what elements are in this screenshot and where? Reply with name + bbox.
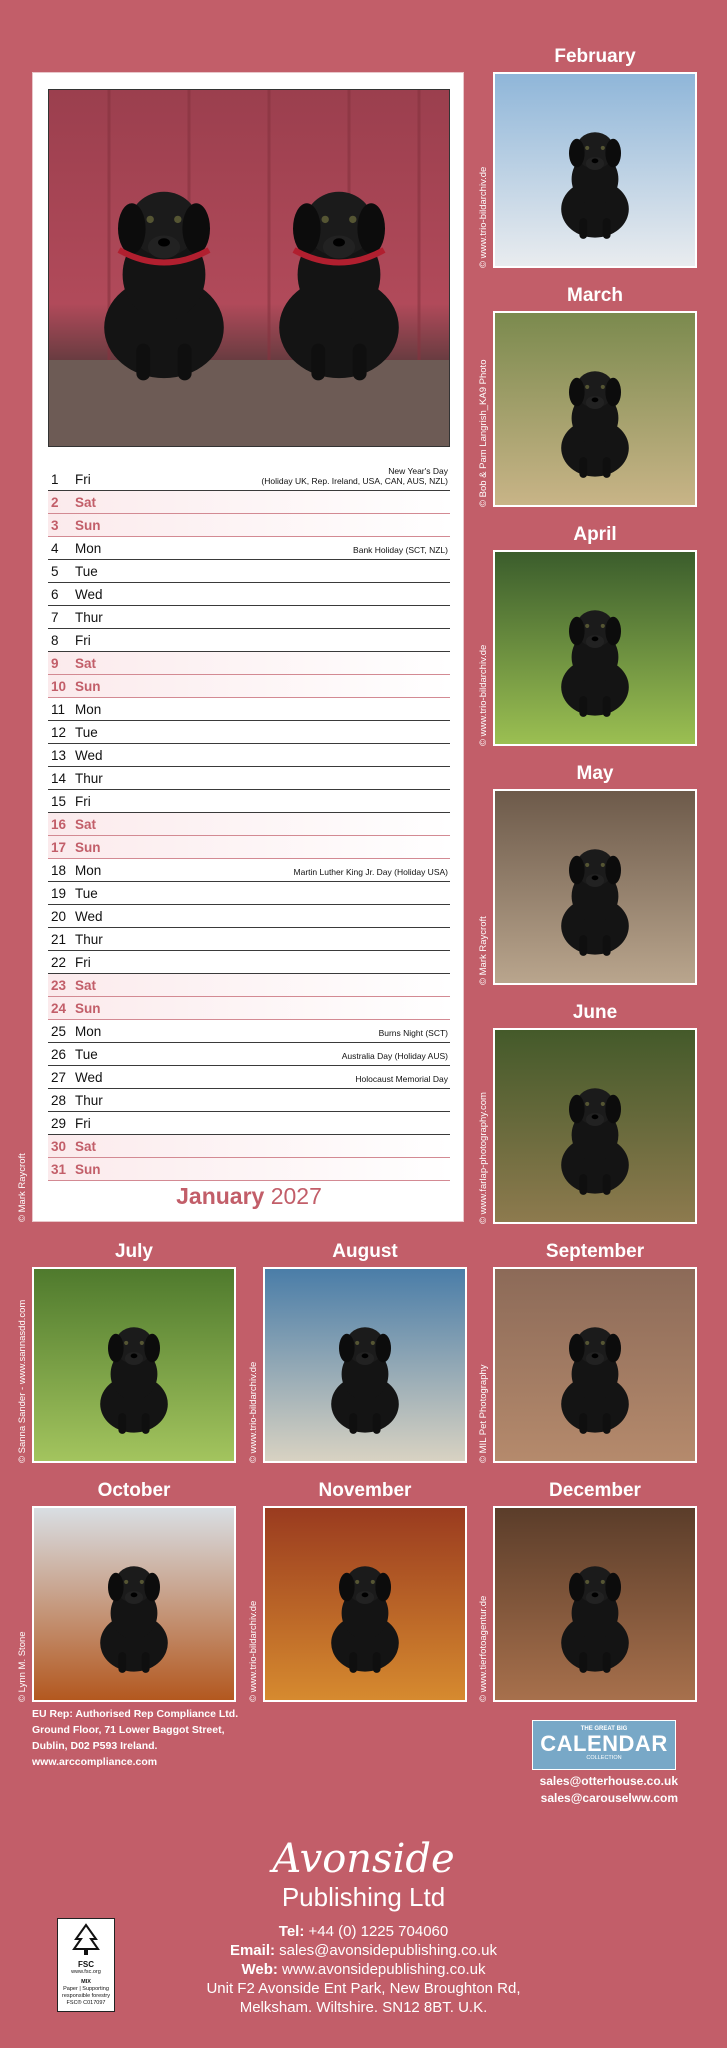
dog-image <box>495 552 695 744</box>
publisher-subname: Publishing Ltd <box>281 1882 446 1912</box>
photo-credit-november: © www.trio-bildarchiv.de <box>248 1600 259 1702</box>
fsc-url: www.fsc.org <box>71 1969 101 1975</box>
day-row <box>48 1089 450 1112</box>
photo-credit-december: © www.tierfotoagentur.de <box>478 1595 489 1702</box>
dog-image <box>34 1269 234 1461</box>
address-line-2: Melksham. Wiltshire. SN12 8BT. U.K. <box>239 1999 488 2016</box>
fsc-text: Paper | Supporting responsible forestry <box>62 1986 110 1999</box>
day-number: 19 <box>51 886 67 901</box>
day-number: 23 <box>51 978 67 993</box>
dog-image <box>495 1508 695 1700</box>
day-row <box>48 1112 450 1135</box>
month-photo-august <box>263 1267 467 1463</box>
day-number: 3 <box>51 518 59 533</box>
holiday-name: Burns Night (SCT) <box>378 1028 448 1038</box>
day-number: 31 <box>51 1162 67 1177</box>
day-row <box>48 974 450 997</box>
day-row <box>48 1020 450 1043</box>
weekday: Fri <box>75 794 91 809</box>
weekday: Sun <box>75 840 101 855</box>
tel-label: Tel: <box>278 1923 305 1940</box>
day-number: 18 <box>51 863 67 878</box>
weekday: Mon <box>75 1024 102 1039</box>
month-label-november: November <box>318 1480 412 1501</box>
month-label-august: August <box>332 1241 398 1262</box>
day-row <box>48 997 450 1020</box>
day-number: 26 <box>51 1047 67 1062</box>
holiday-name: Bank Holiday (SCT, NZL) <box>353 545 448 555</box>
day-row <box>48 1158 450 1181</box>
dog-image <box>495 74 695 266</box>
tel-value: +44 (0) 1225 704060 <box>308 1923 449 1940</box>
weekday: Fri <box>75 1116 91 1131</box>
day-row <box>48 767 450 790</box>
january-photo-credit: © Mark Raycroft <box>17 1153 28 1222</box>
month-label-april: April <box>573 524 617 545</box>
weekday: Wed <box>75 587 103 602</box>
weekday: Sat <box>75 978 97 993</box>
weekday: Sun <box>75 518 101 533</box>
day-row <box>48 790 450 813</box>
weekday: Fri <box>75 472 91 487</box>
month-photo-july <box>32 1267 236 1463</box>
address-line-1: Unit F2 Avonside Ent Park, New Broughton Rd, <box>206 1980 521 1997</box>
weekday: Mon <box>75 702 102 717</box>
photo-credit-july: © Sanna Sander - www.sannasdd.com <box>17 1299 28 1463</box>
logo-bottom-text: COLLECTION <box>586 1755 622 1761</box>
day-number: 29 <box>51 1116 67 1131</box>
day-number: 30 <box>51 1139 67 1154</box>
month-photo-december <box>493 1506 697 1702</box>
weekday: Mon <box>75 863 102 878</box>
day-row <box>48 583 450 606</box>
january-photo <box>48 89 450 447</box>
email-label: Email: <box>229 1942 275 1959</box>
eu-rep-block <box>32 1706 238 1770</box>
day-number: 4 <box>51 541 59 556</box>
fsc-label: FSC <box>78 1960 94 1969</box>
eu-line-2: Ground Floor, 71 Lower Baggot Street, <box>32 1724 225 1736</box>
weekday: Wed <box>75 909 103 924</box>
photo-credit-may: © Mark Raycroft <box>478 916 489 985</box>
day-row <box>48 1043 450 1066</box>
photo-credit-august: © www.trio-bildarchiv.de <box>248 1361 259 1463</box>
weekday: Sat <box>75 817 97 832</box>
day-number: 1 <box>51 472 59 487</box>
day-row <box>48 491 450 514</box>
holiday-name: Holocaust Memorial Day <box>355 1074 448 1084</box>
weekday: Sat <box>75 1139 97 1154</box>
weekday: Sun <box>75 1001 101 1016</box>
weekday: Mon <box>75 541 102 556</box>
day-number: 24 <box>51 1001 67 1016</box>
holiday-note <box>353 545 448 555</box>
day-number: 7 <box>51 610 59 625</box>
weekday: Thur <box>75 932 103 947</box>
photo-credit-february: © www.trio-bildarchiv.de <box>478 166 489 268</box>
day-row <box>48 951 450 974</box>
eu-line-1: EU Rep: Authorised Rep Compliance Ltd. <box>32 1708 239 1720</box>
day-number: 12 <box>51 725 67 740</box>
fsc-logo <box>57 1918 115 2012</box>
weekday: Tue <box>75 1047 98 1062</box>
month-label-december: December <box>549 1480 641 1501</box>
day-row <box>48 882 450 905</box>
weekday: Thur <box>75 1093 103 1108</box>
calendar-collection-logo <box>532 1720 676 1770</box>
photo-credit-april: © www.trio-bildarchiv.de <box>478 644 489 746</box>
holiday-name: Martin Luther King Jr. Day (Holiday USA) <box>293 867 448 877</box>
puppies-image <box>49 90 450 447</box>
month-photo-february <box>493 72 697 268</box>
fsc-tree-icon <box>68 1923 104 1957</box>
email-value[interactable]: sales@avonsidepublishing.co.uk <box>279 1942 498 1959</box>
day-row <box>48 463 450 491</box>
day-row <box>48 606 450 629</box>
day-number: 25 <box>51 1024 67 1039</box>
dog-image <box>495 791 695 983</box>
day-number: 2 <box>51 495 59 510</box>
month-photo-october <box>32 1506 236 1702</box>
photo-credit-september: © MIL Pet Photography <box>478 1364 489 1463</box>
dog-image <box>265 1508 465 1700</box>
day-row <box>48 813 450 836</box>
photo-credit-june: © www.farlap-photography.com <box>478 1092 489 1224</box>
day-row <box>48 652 450 675</box>
sales-email-1[interactable]: sales@otterhouse.co.uk <box>539 1774 678 1788</box>
weekday: Tue <box>75 564 98 579</box>
dog-image <box>495 313 695 505</box>
eu-line-3: Dublin, D02 P593 Ireland. <box>32 1740 158 1752</box>
photo-credit-october: © Lynn M. Stone <box>17 1631 28 1702</box>
fsc-code: FSC® C017097 <box>66 2000 106 2006</box>
holiday-note <box>261 466 448 486</box>
month-photo-november <box>263 1506 467 1702</box>
holiday-note <box>355 1074 448 1084</box>
weekday: Fri <box>75 955 91 970</box>
holiday-name: New Year's Day <box>388 466 448 476</box>
weekday: Wed <box>75 748 103 763</box>
month-label-june: June <box>572 1002 618 1023</box>
day-number: 8 <box>51 633 59 648</box>
january-title <box>33 1183 465 1210</box>
day-number: 5 <box>51 564 59 579</box>
day-number: 27 <box>51 1070 67 1085</box>
sales-emails <box>530 1773 678 1807</box>
sales-email-2[interactable]: sales@carouselww.com <box>540 1791 678 1805</box>
day-row <box>48 514 450 537</box>
january-day-list <box>48 463 450 1181</box>
day-row <box>48 928 450 951</box>
holiday-name: Australia Day (Holiday AUS) <box>341 1051 448 1061</box>
day-number: 13 <box>51 748 67 763</box>
day-number: 14 <box>51 771 67 786</box>
weekday: Sat <box>75 656 97 671</box>
logo-main-text: CALENDAR <box>540 1731 668 1756</box>
day-row <box>48 537 450 560</box>
day-row <box>48 629 450 652</box>
day-number: 21 <box>51 932 67 947</box>
weekday: Fri <box>75 633 91 648</box>
year: 2027 <box>270 1183 322 1209</box>
month-photo-april <box>493 550 697 746</box>
day-number: 11 <box>51 702 66 717</box>
day-row <box>48 560 450 583</box>
weekday: Sun <box>75 1162 101 1177</box>
january-panel <box>32 72 464 1222</box>
weekday: Thur <box>75 771 103 786</box>
fsc-mix: MIX <box>81 1979 91 1985</box>
logo-top-text: THE GREAT BIG <box>580 1726 628 1732</box>
month-photo-may <box>493 789 697 985</box>
weekday: Tue <box>75 886 98 901</box>
day-row <box>48 1066 450 1089</box>
dog-image <box>495 1269 695 1461</box>
day-row <box>48 1135 450 1158</box>
holiday-note <box>379 1028 448 1038</box>
month-name: January <box>176 1183 265 1209</box>
dog-image <box>34 1508 234 1700</box>
photo-credit-march: © Bob & Pam Langrish_KA9 Photo <box>478 359 489 507</box>
weekday: Wed <box>75 1070 103 1085</box>
month-label-may: May <box>576 763 614 784</box>
weekday: Sat <box>75 495 97 510</box>
month-photo-june <box>493 1028 697 1224</box>
day-number: 17 <box>51 840 67 855</box>
day-row <box>48 675 450 698</box>
dog-image <box>265 1269 465 1461</box>
day-row <box>48 721 450 744</box>
eu-line-4: www.arccompliance.com <box>32 1756 158 1768</box>
day-row <box>48 905 450 928</box>
day-number: 9 <box>51 656 59 671</box>
month-label-october: October <box>97 1480 171 1501</box>
web-label: Web: <box>241 1961 278 1978</box>
weekday: Sun <box>75 679 101 694</box>
day-row <box>48 836 450 859</box>
day-row <box>48 698 450 721</box>
month-photo-september <box>493 1267 697 1463</box>
day-number: 6 <box>51 587 59 602</box>
month-label-february: February <box>554 46 636 67</box>
dog-image <box>495 1030 695 1222</box>
month-photo-march <box>493 311 697 507</box>
holiday-note <box>342 1051 448 1061</box>
day-number: 16 <box>51 817 67 832</box>
month-label-september: September <box>545 1241 645 1262</box>
day-number: 28 <box>51 1093 67 1108</box>
weekday: Tue <box>75 725 98 740</box>
web-value[interactable]: www.avonsidepublishing.co.uk <box>282 1961 486 1978</box>
day-number: 22 <box>51 955 67 970</box>
day-row <box>48 859 450 882</box>
day-number: 15 <box>51 794 67 809</box>
day-number: 20 <box>51 909 67 924</box>
month-label-march: March <box>567 285 623 306</box>
holiday-detail: (Holiday UK, Rep. Ireland, USA, CAN, AUS, NZL) <box>261 476 448 486</box>
publisher-name: Avonside <box>272 1836 455 1882</box>
weekday: Thur <box>75 610 103 625</box>
day-row <box>48 744 450 767</box>
holiday-note <box>294 867 448 877</box>
day-number: 10 <box>51 679 67 694</box>
month-label-july: July <box>114 1241 154 1262</box>
